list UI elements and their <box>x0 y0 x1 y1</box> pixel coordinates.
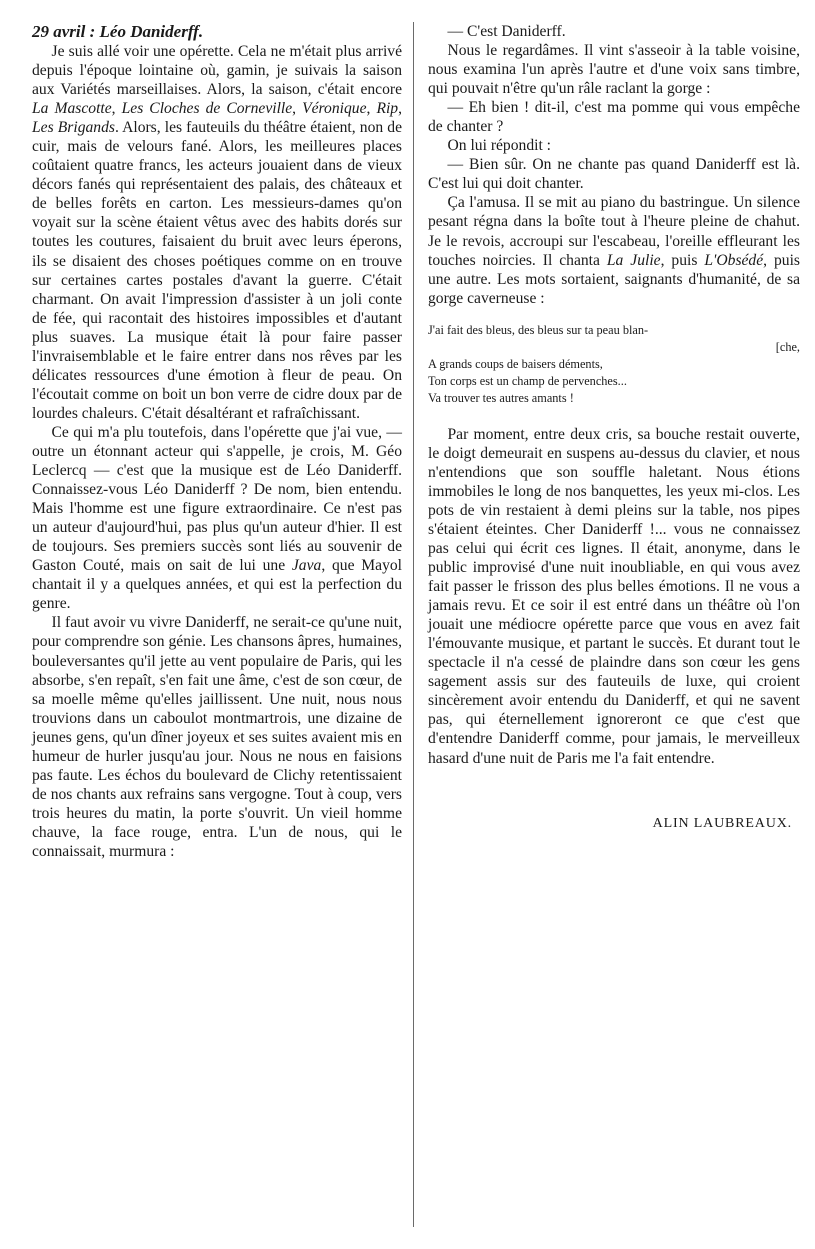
text-run: , <box>398 100 402 118</box>
text-run: Ça l'amusa. Il se mit au piano du bastringue. Un silence pesant régna dans la boîte tout à l'heure pleine de chahut. Je le revois, accroupi sur l'escabeau, l'oreille effleurant les touches noircies. Il chanta <box>428 194 800 269</box>
paragraph-operetta <box>32 423 402 613</box>
paragraph-narrative: On lui répondit : <box>447 137 552 155</box>
operetta-title: Les Cloches de Corneville <box>121 100 293 118</box>
text-run: Ce qui m'a plu toutefois, dans l'opérette que j'ai vue, — outre un étonnant acteur qui s'appelle, je crois, M. Géo Leclercq — c'est que la musique est de Léo Daniderff. Connaissez-vous Léo Daniderff ? De nom, bien entendu. Mais l'homme est une figure extraordinaire. Ce n'est pas un auteur d'aujourd'hui, pas plus qu'un auteur d'hier. Il est de toujours. Ses premiers succès sont liés au souvenir de Gaston Couté, mais on sait de lui une <box>32 423 402 575</box>
operetta-title: Véronique <box>302 100 367 118</box>
text-run: , puis une autre. Les mots sortaient, saignants d'humanité, de sa gorge caverneuse : <box>428 251 800 307</box>
author-signature: ALIN LAUBREAUX. <box>652 815 792 831</box>
paragraph-narrative: Nous le regardâmes. Il vint s'asseoir à la table voisine, nous examina l'un après l'autre et d'une voix sans timbre, qui pouvait n'être qu'un râle raclant la gorge : <box>428 42 800 98</box>
lyric-line-continuation: [che, <box>775 339 800 354</box>
lyric-line: A grands coups de baisers déments, <box>428 356 603 371</box>
song-title: La Julie <box>606 251 661 269</box>
paragraph-closing: Par moment, entre deux cris, sa bouche restait ouverte, le doigt demeurait en suspens au-dessus du clavier, et nous n'entendions que son souffle haletant. Nous étions immobiles le long de nos banquettes, les yeux mi-clos. Les pots de vin restaient à demi pleins sur la table, nos pipes s'étaient éteintes. Cher Daniderff !... vous ne connaissez pas celui qui écrit ces lignes. Il était, anonyme, dans le public improvisé d'une nuit inoubliable, en qui vous avez fait passer le frisson des plus belles émotions. Il ne vous a jamais revu. Et ce soir il est entré dans un théâtre où l'on jouait une médiocre opérette parce que vous en avez fait l'émouvante musique, et partant le succès. Et durant tout le spectacle il n'a cessé de plaindre dans son cœur les gens sagement assis sur des fauteuils de luxe, qui croient sincèrement avoir entendu du Daniderff, et qui ne savent pas, qui éternellement ignoreront ce que c'est que d'entendre Daniderff comme, pour jamais, le merveilleux hasard d'une nuit de Paris me l'a fait entendre. <box>428 425 800 767</box>
text-run: , que Mayol chantait il y a quelques années, et qui est la perfection du genre. <box>32 557 402 613</box>
paragraph-dialogue: — Bien sûr. On ne chante pas quand Daniderff est là. C'est lui qui doit chanter. <box>428 156 800 193</box>
song-lyrics <box>428 322 800 407</box>
paragraph-dialogue: — Eh bien ! dit-il, c'est ma pomme qui vous empêche de chanter ? <box>428 99 800 136</box>
operetta-title: Les Brigands <box>32 119 115 137</box>
song-title: L'Obsédé <box>704 251 764 269</box>
text-run: , <box>292 100 303 118</box>
paragraph-opening <box>32 42 402 423</box>
song-title: Java <box>291 557 322 575</box>
paragraph-piano <box>428 193 800 307</box>
operetta-title: La Mascotte <box>32 100 112 118</box>
text-run: , <box>366 100 377 118</box>
operetta-title: Rip <box>376 100 399 118</box>
text-run: , <box>111 100 122 118</box>
column-divider <box>413 22 414 1227</box>
left-column <box>32 22 402 861</box>
text-run: Je suis allé voir une opérette. Cela ne m'était plus arrivé depuis l'époque lointaine où, gamin, je suivais la saison aux Variétés marseillaises. Alors, la saison, c'était encore <box>32 43 402 99</box>
paragraph-night: Il faut avoir vu vivre Daniderff, ne serait-ce qu'une nuit, pour comprendre son génie. Les chansons âpres, humaines, bouleversantes qu'il jette au vent populaire de Paris, qui les absorbe, s'en repaît, s'en fait une âme, c'est de son cœur, de sa moelle même qu'elles jaillissent. Une nuit, nous nous trouvions dans un caboulot montmartrois, une dizaine de jeunes gens, qu'un dîner joyeux et ses suites avaient mis en humeur de hurler jusqu'au jour. Nous ne nous en faisions pas faute. Les échos du boulevard de Clichy retentissaient de nos chants aux refrains sans vergogne. Tout à coup, vers trois heures du matin, la porte s'ouvrit. Un vieil homme chauve, la face rouge, entra. L'un de nous, qui le connaissait, murmura : <box>32 614 402 860</box>
article-heading: 29 avril : Léo Daniderff. <box>32 22 204 41</box>
lyric-line: Va trouver tes autres amants ! <box>428 390 574 405</box>
lyric-line: Ton corps est un champ de pervenches... <box>428 373 627 388</box>
right-column <box>428 22 800 833</box>
lyric-line: J'ai fait des bleus, des bleus sur ta peau blan- <box>428 322 649 337</box>
paragraph-dialogue: — C'est Daniderff. <box>447 23 566 40</box>
text-run: . Alors, les fauteuils du théâtre étaient, non de cuir, mais de velours fané. Alors, les meilleures places coûtaient quatre francs, les acteurs jouaient dans de vieux décors fanés qui représentaient des palais, des châteaux et de belles forêts en carton. Les messieurs-dames qu'on voyait sur la scène étaient vêtus avec des habits dorés sur toutes les coutures, faisaient du bruit avec leurs éperons, ils se disaient des choses poétiques comme on en trouve sur certaines cartes postales d'avant la guerre. C'était charmant. On avait l'impression d'assister à un joli conte de fée, qui racontait des histoires impossibles et d'autant plus suaves. La musique était là pour faire passer l'invraisemblable et le faire entrer dans nos rêves par les délicates ressources d'une émotion à fleur de peau. On l'écoutait comme on boit un bon verre de cidre doux par de lourdes chaleurs. C'était désaltérant et rafraîchissant. <box>32 119 402 422</box>
text-run: , puis <box>660 251 705 269</box>
